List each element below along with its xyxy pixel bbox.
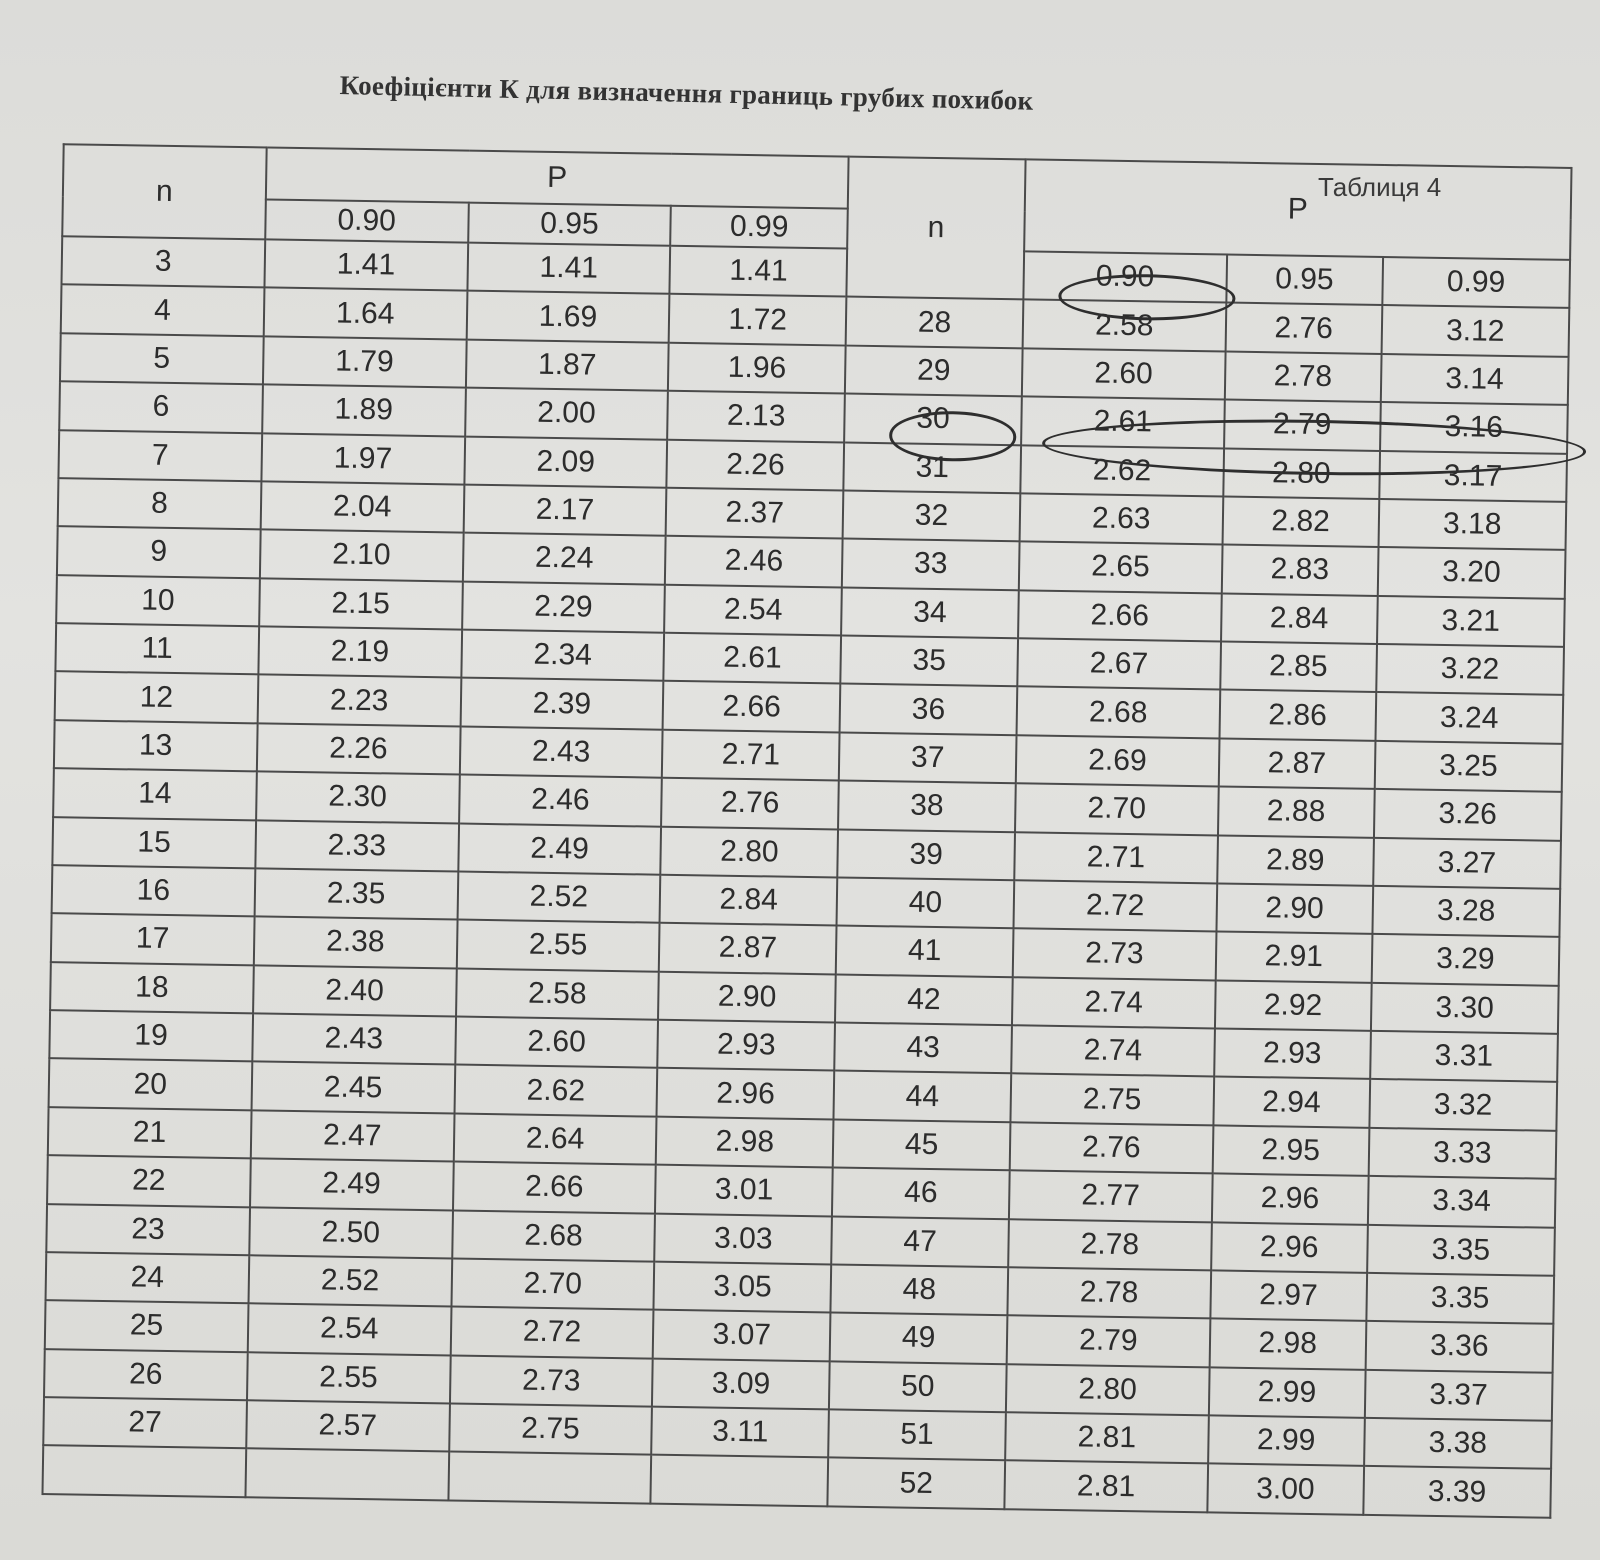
right-n-cell: 47 bbox=[831, 1216, 1009, 1267]
left-v90-cell: 2.04 bbox=[260, 481, 464, 533]
right-v99-cell: 3.28 bbox=[1372, 886, 1560, 937]
right-v99-cell: 3.33 bbox=[1368, 1128, 1556, 1179]
left-empty-cell bbox=[245, 1449, 449, 1501]
right-n-cell: 31 bbox=[844, 442, 1022, 493]
right-n-cell: 52 bbox=[828, 1458, 1006, 1509]
left-v95-cell: 2.66 bbox=[453, 1162, 657, 1214]
left-v99-cell: 2.37 bbox=[666, 488, 844, 539]
left-n-cell: 20 bbox=[49, 1059, 253, 1111]
left-v90-cell: 2.54 bbox=[248, 1304, 452, 1356]
left-v95-cell: 1.41 bbox=[467, 243, 671, 295]
right-v99-cell: 3.16 bbox=[1380, 402, 1568, 453]
right-n-header: n bbox=[847, 157, 1026, 300]
left-n-cell: 12 bbox=[55, 672, 259, 724]
left-v95-cell: 2.70 bbox=[451, 1258, 655, 1310]
left-v99-cell: 3.01 bbox=[655, 1165, 833, 1216]
right-v99-cell: 3.17 bbox=[1379, 450, 1567, 501]
right-v95-cell: 2.89 bbox=[1217, 835, 1374, 886]
left-v90-cell: 2.49 bbox=[250, 1158, 454, 1210]
right-v99-cell: 3.37 bbox=[1365, 1369, 1553, 1420]
right-v99-cell: 3.38 bbox=[1364, 1418, 1552, 1469]
right-n-cell: 34 bbox=[841, 587, 1019, 638]
left-v95-cell: 2.64 bbox=[453, 1113, 657, 1165]
right-n-cell: 32 bbox=[843, 490, 1021, 541]
right-v95-cell: 2.95 bbox=[1212, 1125, 1369, 1176]
right-v90-cell: 2.81 bbox=[1005, 1412, 1209, 1464]
right-v90-cell: 2.61 bbox=[1021, 396, 1225, 448]
right-n-cell: 48 bbox=[831, 1264, 1009, 1315]
right-v95-cell: 2.83 bbox=[1222, 545, 1379, 596]
left-v95-cell: 2.34 bbox=[461, 630, 665, 682]
right-n-cell: 36 bbox=[840, 684, 1018, 735]
left-n-cell: 18 bbox=[50, 962, 254, 1014]
right-v95-cell: 2.86 bbox=[1219, 690, 1376, 741]
right-v99-cell: 3.39 bbox=[1363, 1466, 1551, 1518]
right-v95-cell: 2.87 bbox=[1218, 738, 1375, 789]
left-v99-cell: 1.96 bbox=[668, 343, 846, 394]
right-v99-cell: 3.34 bbox=[1368, 1176, 1556, 1227]
left-n-cell: 3 bbox=[61, 236, 265, 288]
left-v95-cell: 2.58 bbox=[456, 968, 660, 1020]
right-n-cell: 46 bbox=[832, 1168, 1010, 1219]
left-v99-cell: 3.05 bbox=[654, 1262, 832, 1313]
right-p-value-0.90: 0.90 bbox=[1023, 251, 1227, 303]
left-v99-cell: 2.76 bbox=[661, 778, 839, 829]
left-v90-cell: 2.30 bbox=[256, 771, 460, 823]
left-v90-cell: 1.64 bbox=[263, 288, 467, 340]
right-v95-cell: 2.99 bbox=[1208, 1415, 1365, 1466]
left-v90-cell: 2.47 bbox=[251, 1110, 455, 1162]
left-v90-cell: 2.57 bbox=[246, 1400, 450, 1452]
left-p-value-0.95: 0.95 bbox=[468, 203, 671, 246]
right-v90-cell: 2.60 bbox=[1022, 348, 1226, 400]
right-v90-cell: 2.77 bbox=[1009, 1170, 1213, 1222]
right-n-cell: 49 bbox=[830, 1313, 1008, 1364]
left-n-cell: 10 bbox=[56, 575, 260, 627]
left-v95-cell: 2.00 bbox=[465, 388, 669, 440]
right-v99-cell: 3.30 bbox=[1371, 983, 1559, 1034]
right-v90-cell: 2.71 bbox=[1014, 832, 1218, 884]
left-n-cell: 6 bbox=[59, 381, 263, 433]
left-v90-cell: 2.35 bbox=[254, 868, 458, 920]
right-v95-cell: 2.96 bbox=[1212, 1174, 1369, 1225]
right-n-cell: 50 bbox=[829, 1361, 1007, 1412]
left-v95-cell: 2.46 bbox=[459, 775, 663, 827]
left-v90-cell: 1.79 bbox=[263, 336, 467, 388]
right-v95-cell: 2.98 bbox=[1209, 1319, 1366, 1370]
right-v90-cell: 2.79 bbox=[1007, 1315, 1211, 1367]
left-n-cell: 21 bbox=[48, 1107, 252, 1159]
left-v95-cell: 2.39 bbox=[460, 678, 664, 730]
right-n-cell: 40 bbox=[837, 877, 1015, 928]
left-v95-cell: 1.69 bbox=[466, 291, 670, 343]
right-n-cell: 29 bbox=[845, 345, 1023, 396]
right-v90-cell: 2.70 bbox=[1015, 783, 1219, 835]
right-v90-cell: 2.78 bbox=[1007, 1267, 1211, 1319]
left-v99-cell: 2.98 bbox=[656, 1116, 834, 1167]
left-v95-cell: 2.09 bbox=[464, 436, 668, 488]
right-v99-cell: 3.24 bbox=[1375, 692, 1563, 743]
right-v99-cell: 3.20 bbox=[1377, 547, 1565, 598]
right-v90-cell: 2.78 bbox=[1008, 1219, 1212, 1271]
left-v95-cell: 2.17 bbox=[463, 484, 667, 536]
right-v95-cell: 2.96 bbox=[1211, 1222, 1368, 1273]
left-v99-cell: 2.80 bbox=[661, 826, 839, 877]
right-v90-cell: 2.75 bbox=[1010, 1074, 1214, 1126]
left-v90-cell: 2.43 bbox=[252, 1013, 456, 1065]
right-v90-cell: 2.80 bbox=[1006, 1364, 1210, 1416]
left-n-cell: 17 bbox=[51, 913, 255, 965]
right-v95-cell: 2.85 bbox=[1220, 641, 1377, 692]
right-n-cell: 35 bbox=[840, 636, 1018, 687]
left-v90-cell: 2.50 bbox=[249, 1207, 453, 1259]
left-v95-cell: 2.72 bbox=[450, 1307, 654, 1359]
left-n-header: n bbox=[62, 144, 266, 239]
left-n-cell: 22 bbox=[47, 1155, 251, 1207]
right-v99-cell: 3.22 bbox=[1376, 644, 1564, 695]
left-n-cell: 16 bbox=[52, 865, 256, 917]
left-n-cell: 25 bbox=[45, 1300, 249, 1352]
left-p-value-0.99: 0.99 bbox=[671, 206, 848, 249]
left-v99-cell: 2.46 bbox=[665, 536, 843, 587]
right-v99-cell: 3.14 bbox=[1381, 354, 1569, 405]
right-v95-cell: 2.80 bbox=[1223, 448, 1380, 499]
left-v99-cell: 2.54 bbox=[664, 584, 842, 635]
left-v99-cell: 2.96 bbox=[657, 1068, 835, 1119]
right-v90-cell: 2.62 bbox=[1020, 445, 1224, 497]
right-v90-cell: 2.74 bbox=[1012, 977, 1216, 1029]
left-v99-cell: 2.13 bbox=[667, 391, 845, 442]
left-v90-cell: 2.23 bbox=[257, 675, 461, 727]
left-v95-cell: 2.43 bbox=[459, 726, 663, 778]
left-n-cell: 27 bbox=[43, 1397, 247, 1449]
coefficients-table bbox=[41, 143, 1572, 1519]
right-p-value-0.99: 0.99 bbox=[1382, 257, 1570, 308]
right-v95-cell: 2.97 bbox=[1210, 1270, 1367, 1321]
left-n-cell: 5 bbox=[60, 333, 264, 385]
right-v99-cell: 3.31 bbox=[1370, 1031, 1558, 1082]
right-v99-cell: 3.18 bbox=[1378, 499, 1566, 550]
right-v99-cell: 3.36 bbox=[1365, 1321, 1553, 1372]
right-v95-cell: 2.78 bbox=[1225, 351, 1382, 402]
left-v90-cell: 2.55 bbox=[247, 1352, 451, 1404]
left-p-value-0.90: 0.90 bbox=[265, 199, 468, 242]
right-v95-cell: 2.99 bbox=[1209, 1367, 1366, 1418]
left-v99-cell: 2.87 bbox=[659, 923, 837, 974]
left-v95-cell: 2.49 bbox=[458, 823, 662, 875]
left-v95-cell: 2.55 bbox=[456, 920, 660, 972]
coefficients-table-wrapper bbox=[41, 143, 1572, 1519]
left-v90-cell: 1.41 bbox=[264, 239, 468, 291]
left-v99-cell: 3.07 bbox=[653, 1310, 831, 1361]
left-n-cell: 14 bbox=[53, 768, 257, 820]
left-v90-cell: 2.38 bbox=[254, 917, 458, 969]
left-v95-cell: 2.52 bbox=[457, 871, 661, 923]
table-label: Таблиця 4 bbox=[1318, 172, 1442, 202]
left-v90-cell: 2.10 bbox=[260, 530, 464, 582]
left-n-cell: 23 bbox=[46, 1204, 250, 1256]
left-n-cell: 13 bbox=[54, 720, 258, 772]
left-n-cell: 26 bbox=[44, 1349, 248, 1401]
left-v95-cell: 2.68 bbox=[452, 1210, 656, 1262]
right-v95-cell: 2.90 bbox=[1216, 883, 1373, 934]
right-v90-cell: 2.81 bbox=[1004, 1461, 1208, 1513]
left-v95-cell: 2.73 bbox=[450, 1355, 654, 1407]
right-v90-cell: 2.66 bbox=[1018, 590, 1222, 642]
right-v95-cell: 2.88 bbox=[1218, 787, 1375, 838]
left-v99-cell: 2.84 bbox=[660, 875, 838, 926]
right-v99-cell: 3.35 bbox=[1367, 1224, 1555, 1275]
right-n-cell: 43 bbox=[834, 1022, 1012, 1073]
left-v95-cell: 2.62 bbox=[454, 1065, 658, 1117]
right-n-cell: 41 bbox=[836, 926, 1014, 977]
right-v90-cell: 2.68 bbox=[1016, 687, 1220, 739]
left-empty-cell bbox=[448, 1452, 652, 1504]
right-v95-cell: 2.91 bbox=[1215, 932, 1372, 983]
right-n-cell: 30 bbox=[844, 394, 1022, 445]
left-v90-cell: 1.97 bbox=[261, 433, 465, 485]
right-p-header: P bbox=[1024, 159, 1571, 260]
left-v90-cell: 1.89 bbox=[262, 385, 466, 437]
right-p-value-0.95: 0.95 bbox=[1226, 255, 1383, 306]
right-n-cell: 51 bbox=[828, 1409, 1006, 1460]
left-p-header: P bbox=[266, 147, 849, 208]
left-v99-cell: 1.41 bbox=[670, 246, 848, 297]
left-v90-cell: 2.33 bbox=[255, 820, 459, 872]
left-v99-cell: 2.66 bbox=[663, 681, 841, 732]
right-n-cell: 38 bbox=[838, 781, 1016, 832]
right-v99-cell: 3.12 bbox=[1381, 305, 1569, 356]
right-v90-cell: 2.74 bbox=[1011, 1025, 1215, 1077]
left-n-cell: 4 bbox=[61, 285, 265, 337]
right-v90-cell: 2.65 bbox=[1019, 542, 1223, 594]
left-v95-cell: 2.60 bbox=[455, 1017, 659, 1069]
left-n-cell: 19 bbox=[49, 1010, 253, 1062]
right-n-cell: 39 bbox=[837, 829, 1015, 880]
left-v99-cell: 2.61 bbox=[664, 633, 842, 684]
left-n-cell: 11 bbox=[55, 623, 259, 675]
right-v99-cell: 3.21 bbox=[1377, 596, 1565, 647]
right-v95-cell: 2.79 bbox=[1224, 400, 1381, 451]
right-v90-cell: 2.67 bbox=[1017, 638, 1221, 690]
left-v95-cell: 2.24 bbox=[462, 533, 666, 585]
left-v90-cell: 2.15 bbox=[259, 578, 463, 630]
left-v99-cell: 3.03 bbox=[655, 1213, 833, 1264]
right-v95-cell: 2.82 bbox=[1222, 496, 1379, 547]
right-v90-cell: 2.69 bbox=[1016, 735, 1220, 787]
right-v95-cell: 2.84 bbox=[1221, 593, 1378, 644]
left-v90-cell: 2.19 bbox=[258, 626, 462, 678]
right-n-cell: 28 bbox=[846, 297, 1024, 348]
left-v90-cell: 2.52 bbox=[248, 1255, 452, 1307]
right-v90-cell: 2.72 bbox=[1013, 880, 1217, 932]
left-v95-cell: 2.75 bbox=[449, 1403, 653, 1455]
right-v95-cell: 2.93 bbox=[1214, 1028, 1371, 1079]
right-v90-cell: 2.58 bbox=[1023, 300, 1227, 352]
right-v99-cell: 3.35 bbox=[1366, 1273, 1554, 1324]
left-n-cell: 15 bbox=[52, 817, 256, 869]
left-v99-cell: 2.93 bbox=[658, 1020, 836, 1071]
right-n-cell: 37 bbox=[839, 732, 1017, 783]
left-v99-cell: 3.09 bbox=[652, 1358, 830, 1409]
right-v99-cell: 3.27 bbox=[1373, 837, 1561, 888]
right-v90-cell: 2.76 bbox=[1010, 1122, 1214, 1174]
right-v99-cell: 3.29 bbox=[1371, 934, 1559, 985]
page-title: Коефіцієнти К для визначення границь грубих похибок bbox=[339, 70, 1034, 116]
left-v99-cell: 3.11 bbox=[652, 1407, 830, 1458]
left-n-cell: 7 bbox=[58, 430, 262, 482]
left-n-cell: 8 bbox=[58, 478, 262, 530]
right-n-cell: 33 bbox=[842, 539, 1020, 590]
left-v95-cell: 2.29 bbox=[462, 581, 666, 633]
left-v90-cell: 2.45 bbox=[251, 1062, 455, 1114]
right-v90-cell: 2.73 bbox=[1013, 929, 1217, 981]
right-v95-cell: 2.76 bbox=[1225, 303, 1382, 354]
right-v95-cell: 3.00 bbox=[1207, 1464, 1364, 1515]
left-empty-cell bbox=[651, 1455, 829, 1506]
left-v99-cell: 1.72 bbox=[669, 294, 847, 345]
left-v90-cell: 2.40 bbox=[253, 965, 457, 1017]
right-v99-cell: 3.32 bbox=[1369, 1079, 1557, 1130]
right-v95-cell: 2.92 bbox=[1215, 980, 1372, 1031]
left-v99-cell: 2.26 bbox=[667, 439, 845, 490]
right-v90-cell: 2.63 bbox=[1020, 493, 1224, 545]
right-n-cell: 45 bbox=[833, 1119, 1011, 1170]
right-n-cell: 44 bbox=[834, 1071, 1012, 1122]
left-n-cell: 24 bbox=[46, 1252, 250, 1304]
right-v95-cell: 2.94 bbox=[1213, 1077, 1370, 1128]
right-v99-cell: 3.26 bbox=[1374, 789, 1562, 840]
right-n-cell: 42 bbox=[835, 974, 1013, 1025]
left-v95-cell: 1.87 bbox=[465, 339, 669, 391]
left-v99-cell: 2.71 bbox=[662, 729, 840, 780]
left-empty-cell bbox=[42, 1445, 246, 1497]
left-v99-cell: 2.90 bbox=[658, 971, 836, 1022]
left-n-cell: 9 bbox=[57, 526, 261, 578]
left-v90-cell: 2.26 bbox=[257, 723, 461, 775]
right-v99-cell: 3.25 bbox=[1374, 741, 1562, 792]
